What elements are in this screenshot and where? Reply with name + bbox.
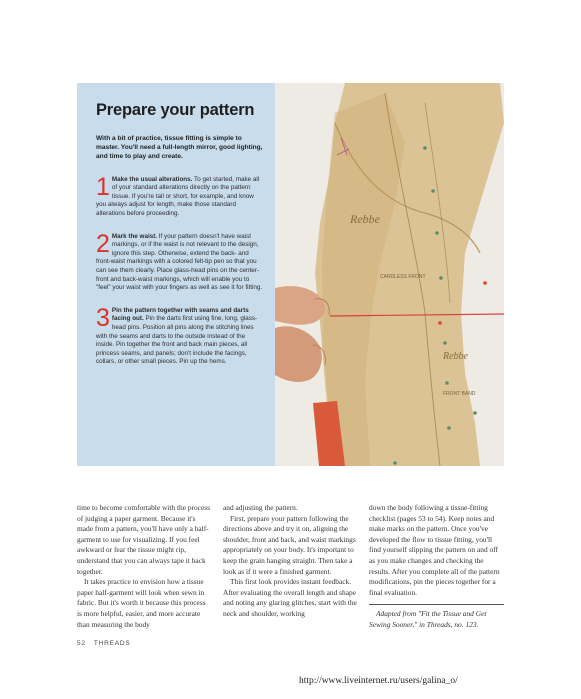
step-body: If your pattern doesn't have waist markings, or if the waist is not relevant to the design, ignore this step. Otherwise, extend the back- and front-waist markings with a colored felt-tip pen so that you can see them clearly. Place glass-head pins on the center-front and back-waist markings, which will enable you to "feel" your waist with your fingers as well as see it for fitting. — [96, 232, 263, 292]
pattern-label-2: FRONT BAND — [443, 391, 476, 397]
step-number: 3 — [96, 303, 110, 332]
column-2 — [223, 503, 358, 631]
watermark-url: http://www.liveinternet.ru/users/galina_o/ — [299, 676, 458, 686]
source-credit: Adapted from "Fit the Tissue and Get Sewing Sooner," in Threads, no. 123. — [369, 604, 504, 630]
paragraph: time to become comfortable with the process of judging a paper garment. Because it's made from a pattern, you'll have only a half-garment to use for visualizing. If you feel awkward or fear the tissue might rip, understand that you can always tape it back together. — [77, 503, 210, 576]
pattern-label-1: CARDLESS FRONT — [380, 274, 426, 280]
step-body: Pin the darts first using fine, long, glass-head pins. Position all pins along the stitching lines with the seams and darts to the outside instead of the inside. Pin together the front and back main pieces, all princess seams, and panels; don't include the facings, collars, or other small pieces. Pin up the hems. — [96, 315, 258, 366]
article-body — [77, 503, 504, 631]
paragraph: First, prepare your pattern following the directions above and try it on, aligning the shoulder, front and back, and waist markings appropriately on your body. It's important to keep the grain hanging straight. Then take a look as if it were a finished garment. — [223, 513, 356, 576]
step-2 — [96, 229, 265, 293]
pattern-brand-2: Rebbe — [443, 351, 468, 362]
page-footer — [77, 640, 139, 647]
step-heading: Make the usual alterations. — [111, 175, 193, 183]
pattern-illustration — [275, 83, 504, 466]
column-1 — [77, 503, 212, 631]
step-heading: Pin the pattern together with seams and darts facing out. — [111, 306, 249, 323]
step-number: 1 — [96, 172, 110, 201]
paragraph: down the body following a tissue-fitting checklist (pages 53 to 54). Keep notes and make marks on the pattern. Once you've developed the flow to tissue fitting, you'll find yourself slipping the pattern on and off as you make changes and checking the results. After you complete all of the pattern modifications, pin the pieces together for a final evaluation. — [369, 503, 500, 597]
step-1 — [96, 172, 265, 219]
step-heading: Mark the waist. — [111, 232, 158, 240]
step-3 — [96, 303, 265, 367]
step-number: 2 — [96, 229, 110, 258]
pattern-photo — [275, 83, 504, 466]
panel-intro: With a bit of practice, tissue fitting is simple to master. You'll need a full-length mirror, good lighting, and time to play and create. — [96, 135, 263, 161]
paragraph: This first look provides instant feedback. After evaluating the overall length and shape and noting any glaring glitches, start with the neck and shoulder, working — [223, 577, 357, 618]
panel-title: Prepare your pattern — [96, 101, 255, 119]
magazine-name: THREADS — [93, 640, 131, 647]
page-number: 52 — [77, 640, 86, 647]
column-3 — [369, 503, 504, 631]
instruction-panel — [77, 83, 275, 466]
pattern-brand-1: Rebbe — [350, 212, 380, 226]
paragraph: and adjusting the pattern. — [223, 503, 298, 512]
step-body: To get started, make all of your standard alterations directly on the pattern tissue. If you're tall or short, for example, and know you always adjust for length, make those standard alterations before proceeding. — [96, 175, 260, 217]
paragraph: It takes practice to envision how a tissue paper half-garment will look when sewn in fabric. But it's worth it because this process is more helpful, easier, and more accurate than measuring the body — [77, 577, 206, 629]
